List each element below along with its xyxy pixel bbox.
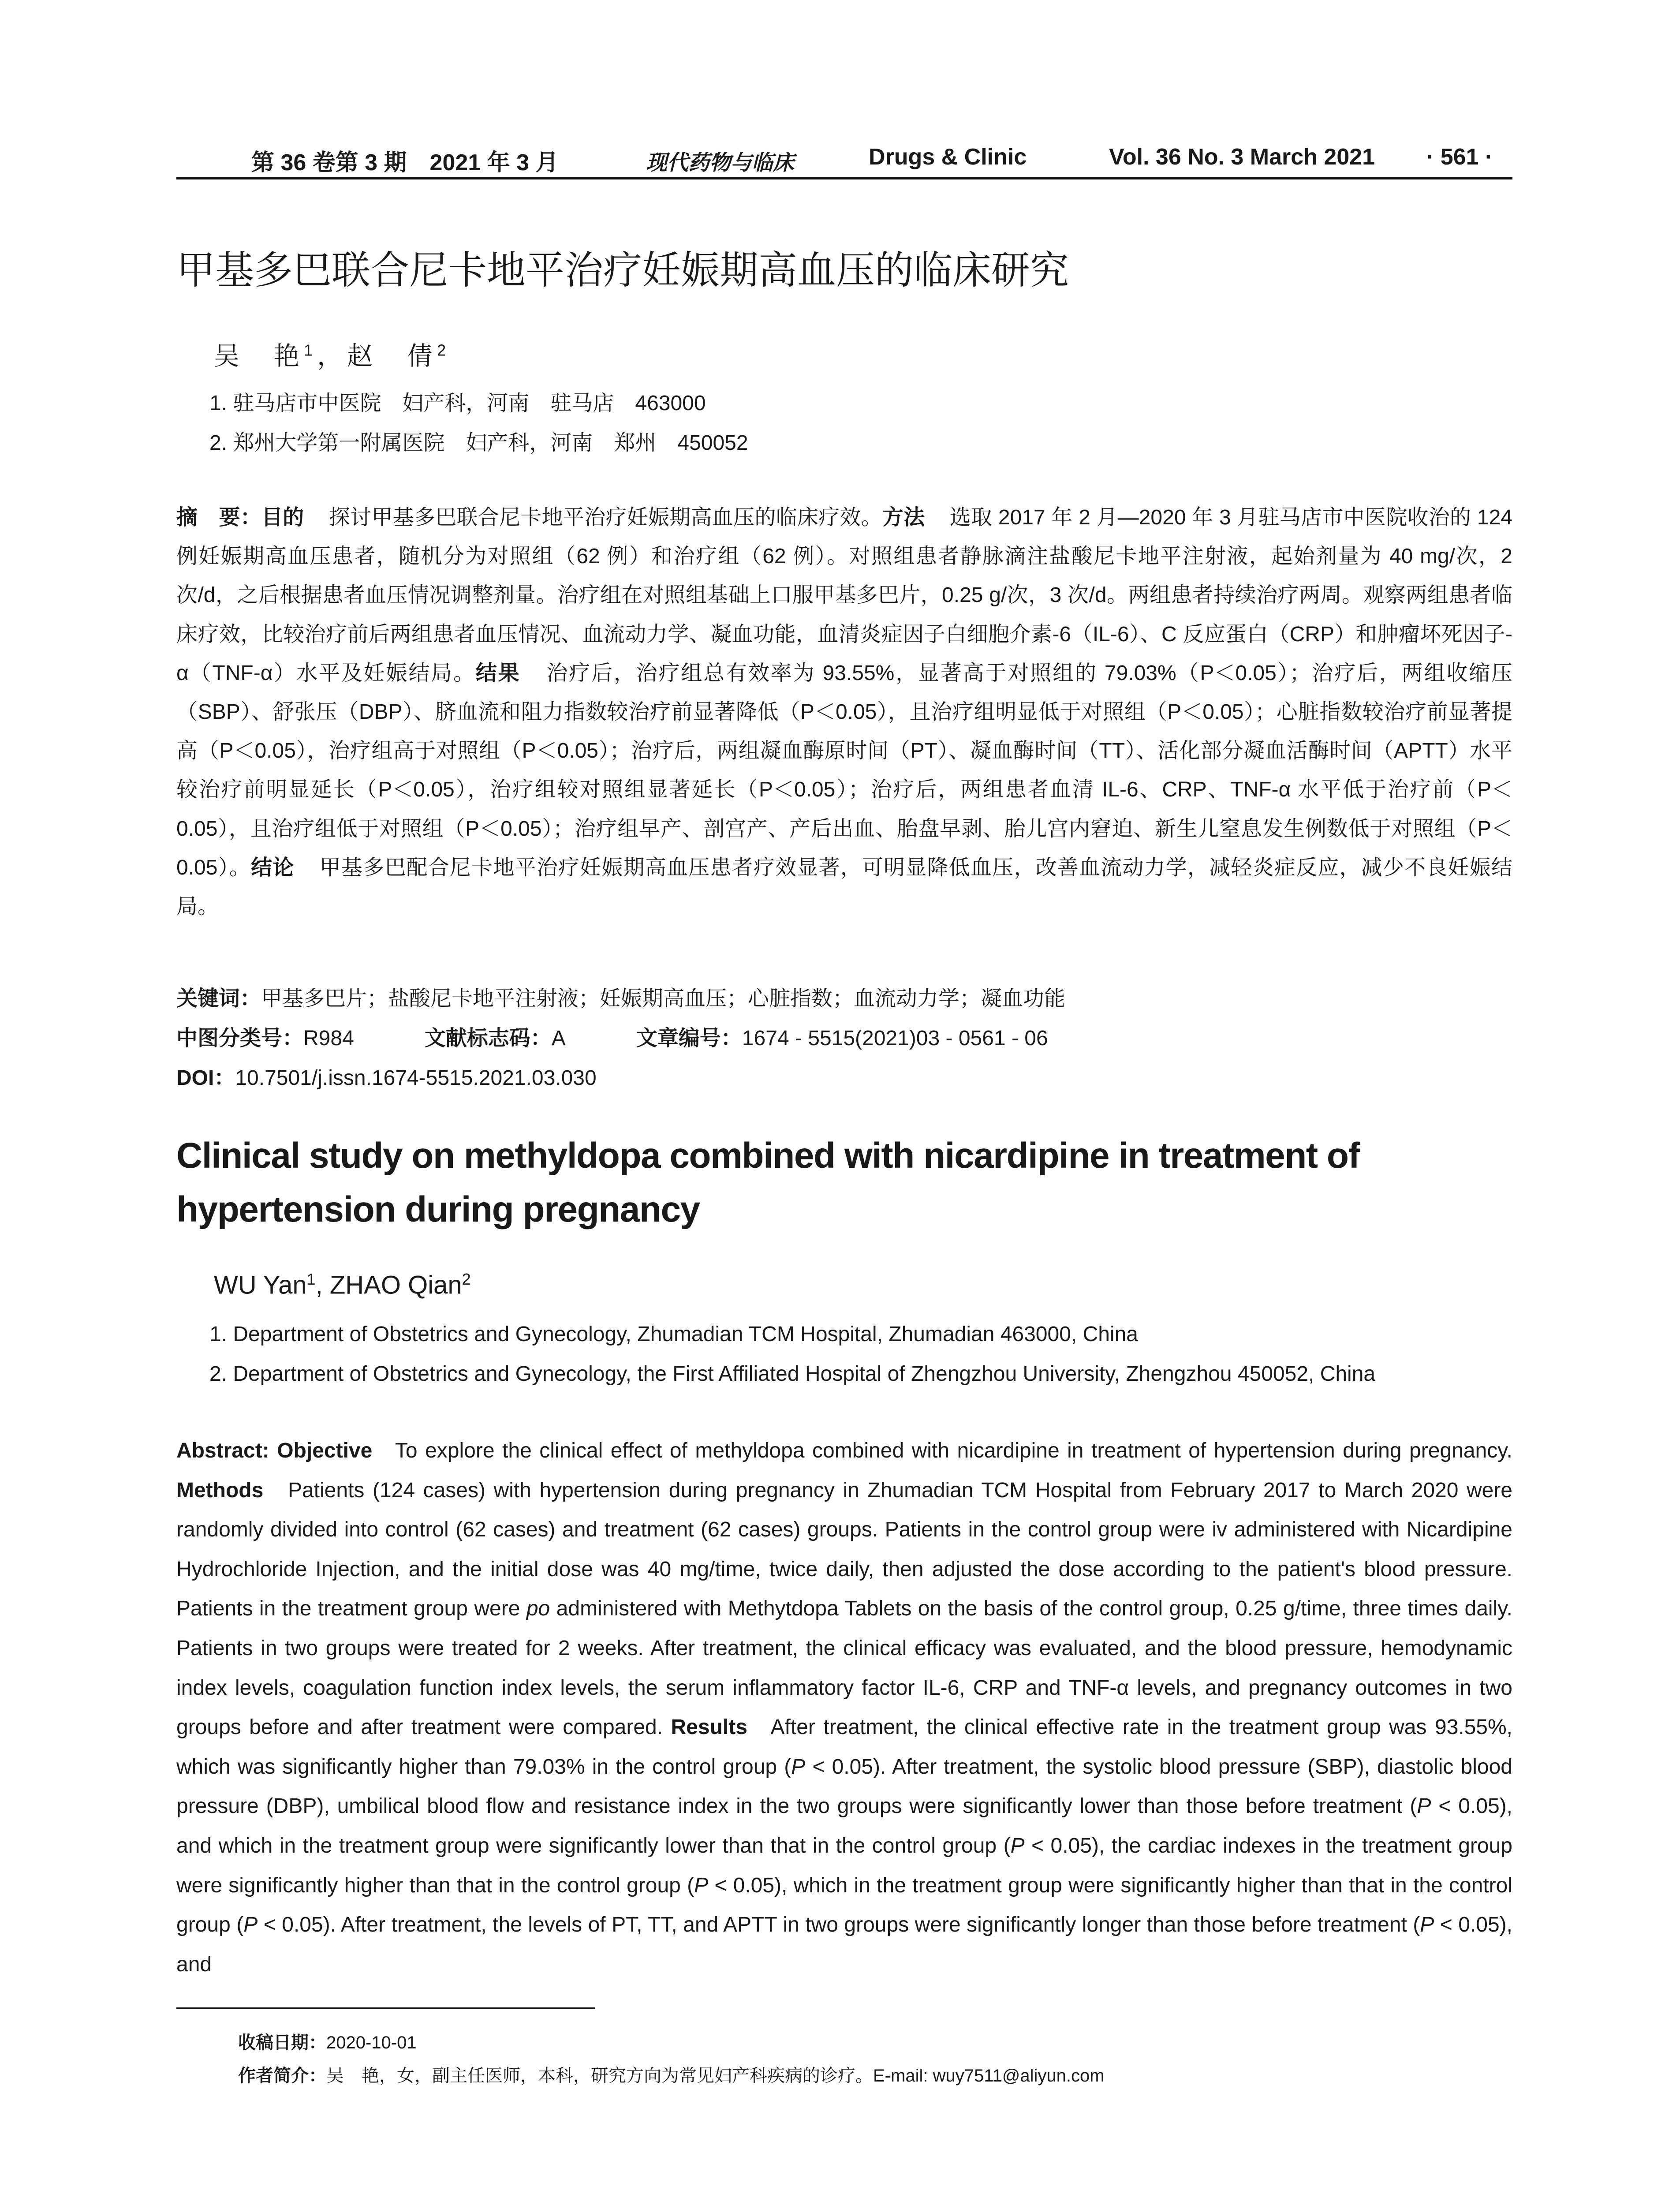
en-affiliation-1: 1. Department of Obstetrics and Gynecology, Zhumadian TCM Hospital, Zhumadian 463000, China: [209, 1323, 1138, 1346]
en-objective-text: To explore the clinical effect of methyldopa combined with nicardipine in treatment of hypertension during pregnancy.: [395, 1439, 1512, 1462]
en-methods-po: po: [526, 1597, 550, 1621]
cn-classification: [176, 1021, 1048, 1051]
en-author-1-affil: 1: [306, 1270, 316, 1288]
cn-author-2: 赵 倩: [347, 342, 437, 370]
cn-conclusion-label: 结论: [251, 856, 295, 879]
footnote-received-date: 2020-10-01: [326, 2033, 417, 2052]
cn-keywords-label: 关键词：: [176, 987, 261, 1010]
cn-doi-value: 10.7501/j.issn.1674-5515.2021.03.030: [235, 1066, 597, 1090]
en-results-text-2: < 0.05). After treatment, the systolic blood pressure (SBP), diastolic blood pressure (DBP), umbilical blood flow and resistance index in the two groups were significantly lower than those before treatment (: [176, 1755, 1512, 1818]
cn-affiliation-2: 2. 郑州大学第一附属医院 妇产科，河南 郑州 450052: [209, 431, 748, 455]
cn-doi: [176, 1061, 597, 1091]
en-author-2: ZHAO Qian: [329, 1271, 462, 1300]
cn-objective-label: 目的: [261, 506, 304, 529]
footnote-received-label: 收稿日期：: [238, 2033, 326, 2052]
en-methods-text-a: Patients (124 cases) with hypertension during pregnancy in Zhumadian TCM Hospital from February 2017 to March 2020 were randomly divided into control (62 cases) and treatment (62 cases) groups. Patients in the control group were iv administered with Nicardipine Hydrochloride Injection, and the initial dose was 40 mg/time, twice daily, then adjusted the dose according to the patient's blood pressure. Patients in the treatment group were: [176, 1478, 1512, 1621]
cn-doc-code: A: [551, 1027, 566, 1050]
en-p-value-4: P: [694, 1873, 709, 1897]
en-p-value-3: P: [1010, 1834, 1025, 1857]
header-journal-en: Drugs & Clinic: [869, 144, 1027, 170]
cn-conclusion-text: 甲基多巴配合尼卡地平治疗妊娠期高血压患者疗效显著，可明显降低血压，改善血流动力学，减轻炎症反应，减少不良妊娠结局。: [176, 856, 1512, 919]
en-authors: [214, 1270, 471, 1300]
en-results-text-7: < 0.05), and: [176, 1913, 1513, 1976]
en-author-separator: ,: [315, 1271, 330, 1300]
en-results-label: Results: [671, 1715, 747, 1739]
cn-author-1-affil: 1: [304, 341, 317, 359]
cn-doi-label: DOI：: [176, 1066, 235, 1090]
cn-keywords-text: 甲基多巴片；盐酸尼卡地平注射液；妊娠期高血压；心脏指数；血流动力学；凝血功能: [261, 987, 1066, 1010]
en-methods-text-b: administered with Methytdopa Tablets on the basis of the control group, 0.25 g/time, three times daily. Patients in two groups were treated for 2 weeks. After treatment, the clinical efficacy was evaluated, and the blood pressure, hemodynamic index levels, coagulation function index levels, the serum inflammatory factor IL-6, CRP and TNF-α levels, and pregnancy outcomes in two groups before and after treatment were compared.: [176, 1597, 1512, 1739]
en-p-value-1: P: [791, 1755, 806, 1779]
header-volume-en: Vol. 36 No. 3 March 2021: [1109, 144, 1375, 170]
cn-title: 甲基多巴联合尼卡地平治疗妊娠期高血压的临床研究: [176, 247, 1069, 293]
footnote-rule: [176, 2007, 595, 2009]
header-volume-cn: 第 36 卷第 3 期 2021 年 3 月: [251, 150, 559, 176]
cn-author-2-affil: 2: [437, 341, 451, 359]
cn-results-text: 治疗后，治疗组总有效率为 93.55%，显著高于对照组的 79.03%（P＜0.05）；治疗后，两组收缩压（SBP）、舒张压（DBP）、脐血流和阻力指数较治疗前显著降低（P＜0.05），且治疗组明显低于对照组（P＜0.05）；心脏指数较治疗前显著提高（P＜0.05），治疗组高于对照组（P＜0.05）；治疗后，两组凝血酶原时间（PT）、凝血酶时间（TT）、活化部分凝血活酶时间（APTT）水平较治疗前明显延长（P＜0.05），治疗组较对照组显著延长（P＜0.05）；治疗后，两组患者血清 IL-6、CRP、TNF-α 水平低于治疗前（P＜0.05），且治疗组低于对照组（P＜0.05）；治疗组早产、剖宫产、产后出血、胎盘早剥、胎儿宫内窘迫、新生儿窒息发生例数低于对照组（P＜0.05）。: [176, 661, 1512, 879]
footnote-received: [238, 2029, 417, 2054]
cn-author-1: 吴 艳: [214, 342, 304, 370]
en-results-text-6: < 0.05). After treatment, the levels of PT, TT, and APTT in two groups were significantly longer than those before treatment (: [258, 1913, 1420, 1937]
cn-abstract: [176, 498, 1512, 926]
cn-clc: R984: [303, 1027, 354, 1050]
footnote-bio-text: 吴 艳，女，副主任医师，本科，研究方向为常见妇产科疾病的诊疗。E-mail: wuy7511@aliyun.com: [326, 2066, 1105, 2085]
en-author-1: WU Yan: [214, 1271, 307, 1300]
cn-objective-text: 探讨甲基多巴联合尼卡地平治疗妊娠期高血压的临床疗效。: [329, 506, 882, 529]
cn-doc-code-label: 文献标志码：: [424, 1027, 552, 1050]
en-abstract: [176, 1431, 1512, 1984]
cn-clc-label: 中图分类号：: [176, 1027, 304, 1050]
cn-affiliation-1: 1. 驻马店市中医院 妇产科，河南 驻马店 463000: [209, 392, 706, 415]
en-author-2-affil: 2: [462, 1270, 471, 1288]
en-results-text-5: < 0.05), which in the treatment group were significantly higher than that in the control group (: [176, 1873, 1513, 1937]
cn-article-no-label: 文章编号：: [636, 1027, 742, 1050]
cn-article-no: 1674 - 5515(2021)03 - 0561 - 06: [742, 1027, 1048, 1050]
header-rule: [176, 177, 1512, 179]
cn-results-label: 结果: [475, 661, 521, 685]
cn-methods-text: 选取 2017 年 2 月—2020 年 3 月驻马店市中医院收治的 124 例妊娠期高血压患者，随机分为对照组（62 例）和治疗组（62 例）。对照组患者静脉滴注盐酸尼卡地平注射液，起始剂量为 40 mg/次，2 次/d，之后根据患者血压情况调整剂量。治疗组在对照组基础上口服甲基多巴片，0.25 g/次，3 次/d。两组患者持续治疗两周。观察两组患者临床疗效，比较治疗前后两组患者血压情况、血流动力学、凝血功能，血清炎症因子白细胞介素-6（IL-6）、C 反应蛋白（CRP）和肿瘤坏死因子-α（TNF-α）水平及妊娠结局。: [176, 506, 1512, 685]
running-header: [176, 142, 1512, 177]
cn-keywords: [176, 981, 1065, 1012]
en-title: Clinical study on methyldopa combined with nicardipine in treatment of hypertension during pregnancy: [176, 1136, 1360, 1230]
en-p-value-6: P: [1420, 1913, 1434, 1937]
cn-author-separator: ，: [317, 342, 347, 370]
en-p-value-5: P: [243, 1913, 258, 1937]
en-results-text-4: < 0.05), the cardiac indexes in the treatment group were significantly higher than that in the control group (: [176, 1834, 1513, 1897]
en-objective-label: Objective: [277, 1439, 373, 1462]
header-journal-cn: 现代药物与临床: [646, 150, 795, 175]
header-page-number: · 561 ·: [1426, 144, 1493, 170]
en-affiliation-2: 2. Department of Obstetrics and Gynecology, the First Affiliated Hospital of Zhengzhou University, Zhengzhou 450052, China: [209, 1362, 1376, 1386]
cn-methods-label: 方法: [882, 506, 925, 529]
cn-authors: [214, 335, 450, 372]
en-results-text-3: < 0.05), and which in the treatment group were significantly lower than that in the control group (: [176, 1794, 1512, 1857]
en-abstract-label: Abstract:: [176, 1439, 269, 1462]
cn-abstract-label: 摘 要：: [176, 506, 262, 529]
en-methods-label: Methods: [176, 1478, 264, 1502]
footnote-author-bio: [238, 2062, 1105, 2087]
en-p-value-2: P: [1417, 1794, 1431, 1818]
footnote-bio-label: 作者简介：: [238, 2066, 326, 2085]
en-results-text-1: After treatment, the clinical effective rate in the treatment group was 93.55%, which was significantly higher than 79.03% in the control group (: [176, 1715, 1513, 1779]
